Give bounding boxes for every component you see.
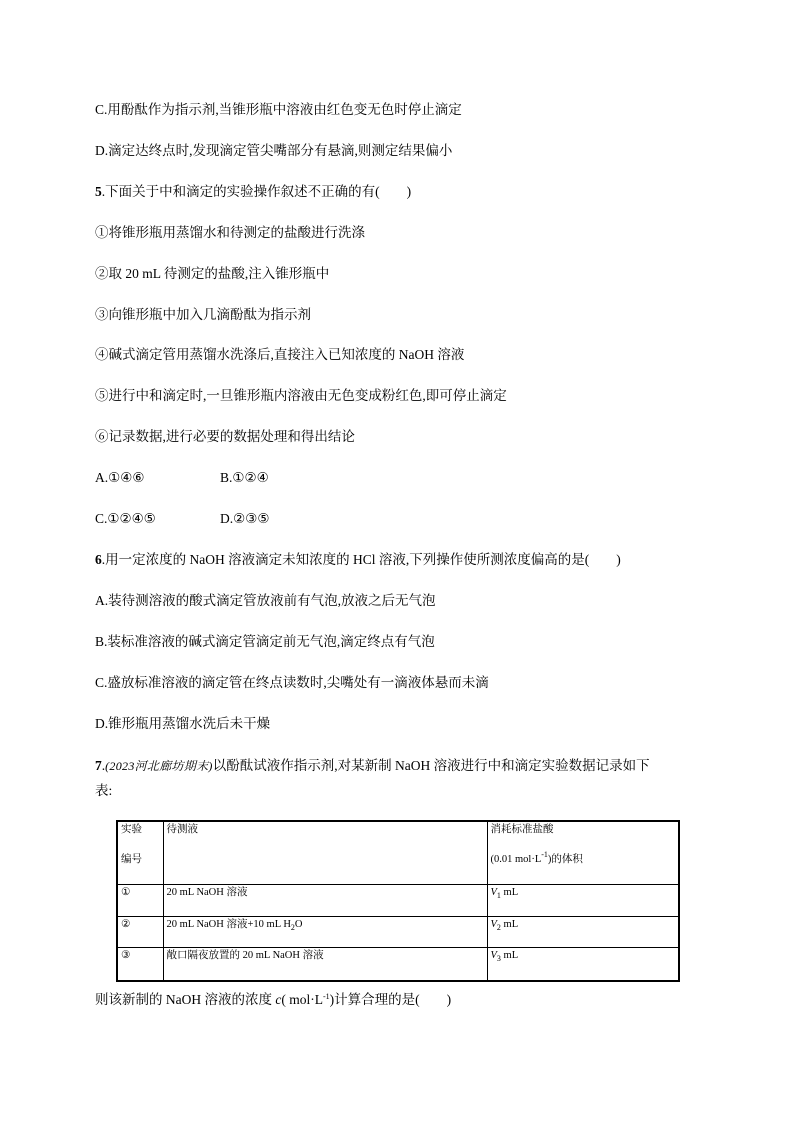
volume-unit: mL [500, 919, 519, 930]
q4-option-c: C.用酚酞作为指示剂,当锥形瓶中溶液由红色变无色时停止滴定 [95, 102, 462, 117]
header-volume-sup: -1 [541, 850, 548, 859]
q7-question-pre: 则该新制的 NaOH 溶液的浓度 [95, 992, 276, 1007]
header-volume-line2 [491, 852, 679, 868]
table-header-row [117, 821, 679, 885]
q5-statement-2: ②取 20 mL 待测定的盐酸,注入锥形瓶中 [95, 266, 330, 281]
row-solution [163, 917, 487, 948]
volume-subscript: 3 [496, 954, 501, 963]
q6-option-b: B.装标准溶液的碱式滴定管滴定前无气泡,滴定终点有气泡 [95, 634, 435, 649]
titration-data-table [116, 820, 680, 982]
header-experiment-number [117, 821, 163, 885]
q5-option-c: C.①②④⑤ [95, 511, 156, 526]
q7-stem-line [95, 757, 650, 775]
q5-stem-line [95, 183, 411, 201]
volume-unit: mL [500, 887, 519, 898]
q5-option-a: A.①④⑥ [95, 470, 145, 485]
q7-stem: 以酚酞试液作指示剂,对某新制 NaOH 溶液进行中和滴定实验数据记录如下 [212, 758, 650, 773]
q6-number: 6 [95, 552, 102, 567]
q5-statement-1: ①将锥形瓶用蒸馏水和待测定的盐酸进行洗涤 [95, 225, 365, 240]
table-row [117, 885, 679, 917]
table-row [117, 917, 679, 948]
header-experiment-line2: 编号 [121, 854, 142, 865]
q7-stem-continued: 表: [95, 783, 113, 798]
q7-number: 7 [95, 758, 102, 773]
q5-statement-6: ⑥记录数据,进行必要的数据处理和得出结论 [95, 429, 355, 444]
q4-option-d: D.滴定达终点时,发现滴定管尖嘴部分有悬滴,则测定结果偏小 [95, 143, 453, 158]
q5-option-b: B.①②④ [220, 470, 269, 485]
q6-stem-line [95, 551, 621, 569]
q7-question-sup: -1 [323, 992, 330, 1001]
q6-option-c: C.盛放标准溶液的滴定管在终点读数时,尖嘴处有一滴液体悬而未滴 [95, 675, 489, 690]
q7-question-mid: ( mol·L [281, 992, 323, 1007]
row-number: ② [117, 917, 163, 948]
q5-statement-3: ③向锥形瓶中加入几滴酚酞为指示剂 [95, 307, 311, 322]
header-volume [487, 821, 679, 885]
volume-variable: V [490, 919, 497, 930]
header-solution [163, 821, 487, 885]
q5-statement-4: ④碱式滴定管用蒸馏水洗涤后,直接注入已知浓度的 NaOH 溶液 [95, 347, 465, 362]
header-volume-post: )的体积 [547, 854, 583, 865]
solution-subscript: 2 [290, 923, 295, 932]
q7-question-line [95, 991, 451, 1009]
q6-option-a: A.装待测溶液的酸式滴定管放液前有气泡,放液之后无气泡 [95, 593, 436, 608]
row-solution: 20 mL NaOH 溶液 [163, 885, 487, 917]
volume-variable: V [490, 887, 497, 898]
volume-subscript: 2 [496, 923, 501, 932]
volume-unit: mL [500, 950, 519, 961]
header-volume-line1: 消耗标准盐酸 [490, 824, 554, 835]
q6-stem: .用一定浓度的 NaOH 溶液滴定未知浓度的 HCl 溶液,下列操作使所测浓度偏高的是( ) [101, 552, 621, 567]
row-volume [487, 948, 679, 982]
row-number: ③ [117, 948, 163, 982]
q5-stem: .下面关于中和滴定的实验操作叙述不正确的有( ) [101, 184, 412, 199]
q7-question-post: )计算合理的是( ) [329, 992, 452, 1007]
q7-dot: . [101, 758, 106, 773]
header-experiment-line1: 实验 [121, 824, 142, 835]
solution-pre: 20 mL NaOH 溶液+10 mL H [166, 919, 291, 930]
q5-number: 5 [95, 184, 102, 199]
q7-question-variable: c [275, 992, 282, 1007]
q7-source: (2023河北廊坊期末) [105, 759, 213, 773]
q5-option-d: D.②③⑤ [220, 511, 270, 526]
q5-statement-5: ⑤进行中和滴定时,一旦锥形瓶内溶液由无色变成粉红色,即可停止滴定 [95, 388, 507, 403]
volume-subscript: 1 [496, 891, 501, 900]
row-solution: 敞口隔夜放置的 20 mL NaOH 溶液 [163, 948, 487, 982]
row-number: ① [117, 885, 163, 917]
row-volume [487, 885, 679, 917]
solution-post: O [294, 919, 303, 930]
volume-variable: V [490, 950, 497, 961]
q6-option-d: D.锥形瓶用蒸馏水洗后未干燥 [95, 716, 271, 731]
row-volume [487, 917, 679, 948]
table-row [117, 948, 679, 982]
header-solution-label: 待测液 [166, 824, 198, 835]
header-volume-pre: (0.01 mol·L [490, 854, 542, 865]
